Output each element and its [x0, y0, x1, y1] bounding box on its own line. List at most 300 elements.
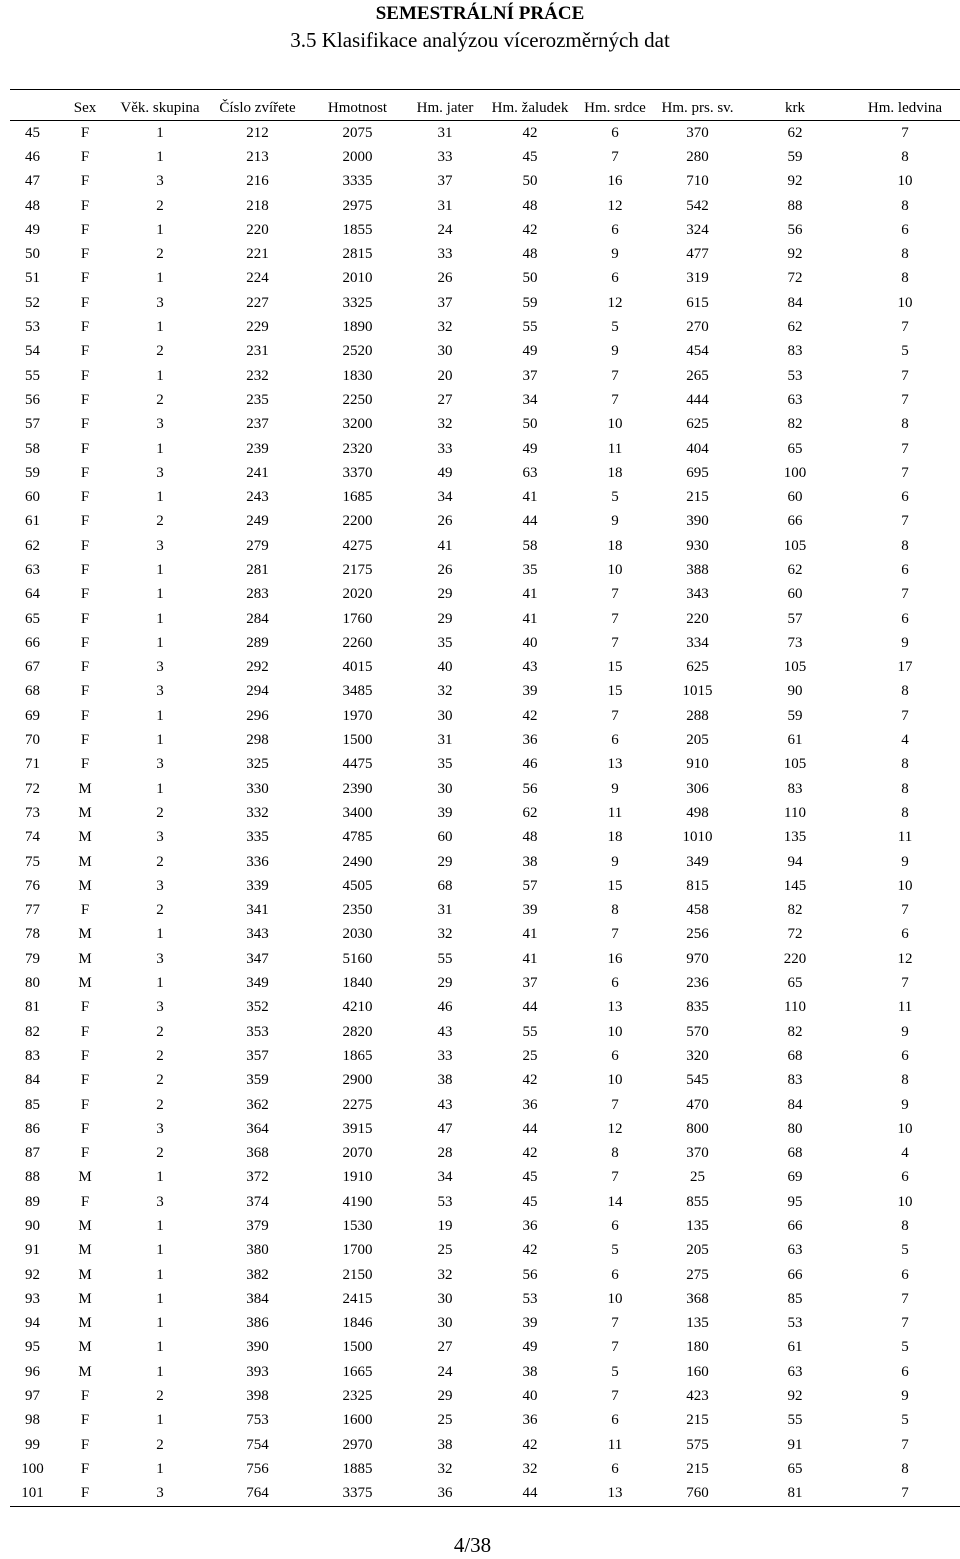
table-cell: 306 — [686, 780, 709, 797]
table-cell: F — [80, 1120, 90, 1137]
table-cell: 368 — [246, 1145, 269, 1162]
table-cell: 7 — [611, 148, 619, 165]
table-cell: 8 — [901, 246, 909, 263]
table-cell: 25 — [690, 1169, 705, 1186]
table-cell: 2075 — [342, 124, 373, 141]
table-cell: 3 — [156, 659, 164, 676]
table-cell: 5 — [901, 1339, 909, 1356]
table-cell: 1 — [156, 586, 164, 603]
table-cell: 29 — [437, 1388, 453, 1405]
table-cell: 2 — [156, 513, 164, 530]
table-cell: 19 — [437, 1218, 453, 1234]
table-cell: 1500 — [342, 732, 373, 749]
page-header — [0, 2, 960, 54]
table-cell: 41 — [522, 950, 538, 967]
table-cell: 3200 — [342, 416, 373, 433]
table-cell: 2325 — [342, 1388, 373, 1405]
table-cell: 6 — [611, 1266, 619, 1283]
table-cell: F — [80, 124, 90, 141]
table-row — [10, 1360, 960, 1384]
table-cell: 68 — [787, 1047, 803, 1064]
table-cell: 800 — [686, 1120, 709, 1137]
table-cell: 92 — [25, 1266, 40, 1283]
table-cell: 2 — [156, 1023, 164, 1040]
table-cell: 13 — [607, 756, 623, 773]
table-cell: 87 — [25, 1145, 40, 1162]
table-row — [10, 1312, 960, 1336]
table-cell: 5160 — [342, 950, 373, 967]
table-row — [10, 583, 960, 607]
table-cell: 4275 — [342, 537, 373, 554]
table-cell: 18 — [607, 829, 623, 846]
table-cell: F — [80, 999, 90, 1016]
table-cell: 330 — [246, 780, 269, 797]
table-cell: 8 — [901, 416, 909, 433]
table-body — [10, 121, 960, 1507]
table-cell: 83 — [25, 1047, 40, 1064]
table-cell: 2415 — [342, 1290, 373, 1307]
table-cell: 180 — [686, 1339, 709, 1356]
table-cell: M — [78, 1218, 92, 1234]
table-cell: 368 — [686, 1290, 709, 1307]
table-cell: 423 — [686, 1388, 709, 1405]
table-row — [10, 656, 960, 680]
table-cell: 95 — [25, 1339, 40, 1356]
table-cell: 85 — [25, 1096, 40, 1113]
table-cell: 7 — [901, 1485, 909, 1502]
document-title: SEMESTRÁLNÍ PRÁCE — [375, 3, 585, 24]
data-table — [10, 96, 960, 1507]
table-cell: 1 — [156, 1242, 164, 1259]
table-cell: 69 — [25, 707, 40, 724]
table-cell: 764 — [246, 1485, 269, 1502]
table-cell: 241 — [246, 464, 269, 481]
table-cell: 6 — [901, 610, 909, 627]
table-cell: 296 — [246, 707, 269, 724]
table-cell: 38 — [437, 1072, 453, 1089]
table-cell: 2275 — [342, 1096, 373, 1113]
table-cell: 56 — [522, 780, 538, 797]
table-cell: 324 — [686, 221, 709, 238]
table-cell: 27 — [437, 391, 453, 408]
table-cell: 105 — [783, 756, 807, 773]
table-cell: 2350 — [342, 902, 373, 919]
table-cell: 9 — [611, 246, 619, 263]
table-cell: 393 — [246, 1363, 269, 1380]
table-cell: 215 — [686, 489, 709, 506]
table-cell: 49 — [522, 343, 538, 360]
table-cell: 1846 — [342, 1315, 373, 1332]
table-cell: 7 — [901, 902, 909, 919]
table-cell: 1855 — [342, 221, 373, 238]
table-cell: 2 — [156, 246, 164, 263]
table-row — [10, 753, 960, 777]
table-cell: 24 — [437, 1363, 453, 1380]
table-cell: 357 — [246, 1047, 269, 1064]
table-cell: 69 — [787, 1169, 803, 1186]
table-cell: 65 — [25, 610, 40, 627]
table-cell: 349 — [246, 975, 269, 992]
table-cell: 40 — [522, 1388, 538, 1405]
table-cell: 9 — [901, 1023, 909, 1040]
table-cell: 2520 — [342, 343, 373, 360]
table-cell: 34 — [522, 391, 538, 408]
table-cell: 56 — [25, 391, 40, 408]
table-cell: M — [78, 780, 92, 797]
table-cell: 28 — [437, 1145, 453, 1162]
table-row — [10, 1287, 960, 1311]
table-row — [10, 874, 960, 898]
table-cell: 8 — [611, 1145, 619, 1162]
table-cell: 232 — [246, 367, 269, 384]
table-cell: 6 — [901, 221, 909, 238]
table-cell: 380 — [246, 1242, 269, 1259]
table-cell: 625 — [686, 416, 709, 433]
table-cell: 1 — [156, 148, 164, 165]
table-cell: 349 — [686, 853, 709, 870]
table-row — [10, 485, 960, 509]
table-cell: 1 — [156, 1169, 164, 1186]
table-cell: 10 — [897, 294, 913, 311]
table-cell: 105 — [783, 659, 807, 676]
table-cell: 82 — [787, 1023, 803, 1040]
table-cell: 1865 — [342, 1047, 373, 1064]
table-cell: 1015 — [682, 683, 713, 700]
table-cell: 4785 — [342, 829, 373, 846]
table-row — [10, 1239, 960, 1263]
column-header — [10, 96, 55, 121]
table-cell: 7 — [611, 1096, 619, 1113]
table-cell: 35 — [437, 634, 453, 651]
table-cell: 218 — [246, 197, 269, 214]
table-cell: 213 — [246, 148, 269, 165]
table-cell: 58 — [25, 440, 40, 457]
table-cell: F — [80, 707, 90, 724]
table-cell: 38 — [522, 853, 538, 870]
table-cell: 1760 — [342, 610, 373, 627]
table-cell: 53 — [25, 319, 40, 336]
table-cell: 3915 — [342, 1120, 373, 1137]
table-cell: F — [80, 732, 90, 749]
table-cell: 36 — [437, 1485, 453, 1502]
table-cell: 34 — [437, 1169, 453, 1186]
table-cell: 27 — [437, 1339, 453, 1356]
table-cell: 3 — [156, 1485, 164, 1502]
table-cell: 6 — [611, 1218, 619, 1234]
table-cell: 1890 — [342, 319, 373, 336]
table-cell: 59 — [787, 707, 803, 724]
table-cell: 83 — [787, 1072, 803, 1089]
table-cell: F — [80, 1193, 90, 1210]
table-cell: 325 — [246, 756, 269, 773]
table-cell: 31 — [437, 902, 453, 919]
table-cell: 42 — [522, 1242, 538, 1259]
table-cell: 81 — [787, 1485, 803, 1502]
table-cell: 760 — [686, 1485, 709, 1502]
table-row — [10, 510, 960, 534]
table-cell: 11 — [607, 1436, 623, 1453]
table-cell: 42 — [522, 707, 538, 724]
table-cell: 33 — [437, 1047, 453, 1064]
table-cell: 43 — [437, 1096, 453, 1113]
table-cell: F — [80, 1047, 90, 1064]
table-cell: 382 — [246, 1266, 269, 1283]
table-cell: 66 — [787, 1266, 803, 1283]
table-cell: M — [78, 829, 92, 846]
table-cell: 2250 — [342, 391, 373, 408]
table-cell: 60 — [437, 829, 453, 846]
table-cell: 8 — [901, 780, 909, 797]
table-cell: 3 — [156, 950, 164, 967]
table-cell: 98 — [25, 1412, 40, 1429]
table-cell: 16 — [607, 173, 623, 190]
table-cell: F — [80, 683, 90, 700]
table-cell: 2070 — [342, 1145, 373, 1162]
table-cell: 6 — [611, 1412, 619, 1429]
table-row — [10, 899, 960, 923]
table-cell: 54 — [25, 343, 40, 360]
table-cell: 221 — [246, 246, 269, 263]
table-cell: 84 — [787, 1096, 803, 1113]
table-cell: 9 — [901, 634, 909, 651]
table-cell: 56 — [522, 1266, 538, 1283]
table-cell: 9 — [611, 343, 619, 360]
table-cell: 477 — [686, 246, 709, 263]
table-cell: 72 — [787, 270, 803, 287]
table-cell: 970 — [686, 950, 709, 967]
table-cell: M — [78, 853, 92, 870]
table-cell: 343 — [246, 926, 269, 943]
table-cell: 390 — [686, 513, 709, 530]
table-header — [10, 96, 960, 121]
table-cell: 5 — [611, 319, 619, 336]
table-cell: 343 — [686, 586, 709, 603]
table-cell: 3335 — [342, 173, 373, 190]
table-cell: 30 — [437, 707, 453, 724]
table-cell: 3325 — [342, 294, 373, 311]
table-row — [10, 558, 960, 582]
table-cell: 4015 — [342, 659, 373, 676]
table-cell: 26 — [437, 270, 453, 287]
table-cell: 73 — [25, 804, 40, 821]
table-cell: 61 — [787, 732, 803, 749]
table-row — [10, 996, 960, 1020]
table-cell: 71 — [25, 756, 40, 773]
table-cell: 55 — [787, 1412, 803, 1429]
table-cell: 3 — [156, 999, 164, 1016]
table-row — [10, 1433, 960, 1457]
table-cell: 32 — [437, 319, 453, 336]
table-cell: 320 — [686, 1047, 709, 1064]
table-cell: 220 — [246, 221, 269, 238]
table-cell: 61 — [787, 1339, 803, 1356]
table-cell: 270 — [686, 319, 709, 336]
table-cell: 82 — [25, 1023, 40, 1040]
table-cell: 7 — [901, 391, 909, 408]
table-row — [10, 315, 960, 339]
table-cell: F — [80, 561, 90, 578]
table-cell: 40 — [522, 634, 538, 651]
table-cell: 29 — [437, 586, 453, 603]
table-cell: 2390 — [342, 780, 373, 797]
table-cell: 332 — [246, 804, 269, 821]
table-cell: 7 — [901, 513, 909, 530]
table-cell: 231 — [246, 343, 269, 360]
table-cell: 70 — [25, 732, 40, 749]
table-cell: F — [80, 634, 90, 651]
table-cell: 10 — [607, 1290, 623, 1307]
table-cell: 52 — [25, 294, 40, 311]
table-cell: 46 — [522, 756, 538, 773]
table-cell: 93 — [25, 1290, 40, 1307]
table-row — [10, 1190, 960, 1214]
table-cell: 97 — [25, 1388, 40, 1405]
table-cell: 16 — [607, 950, 623, 967]
table-cell: 386 — [246, 1315, 269, 1332]
table-cell: 44 — [522, 1120, 538, 1137]
table-cell: 110 — [784, 804, 806, 821]
table-cell: 224 — [246, 270, 269, 287]
table-row — [10, 631, 960, 655]
table-cell: 37 — [437, 294, 453, 311]
table-cell: 2 — [156, 1145, 164, 1162]
table-cell: 216 — [246, 173, 269, 190]
table-cell: 1830 — [342, 367, 373, 384]
table-cell: F — [80, 416, 90, 433]
table-cell: 292 — [246, 659, 269, 676]
table-cell: 62 — [787, 561, 803, 578]
table-cell: 7 — [611, 1169, 619, 1186]
table-cell: 31 — [437, 197, 453, 214]
table-cell: 64 — [25, 586, 40, 603]
table-cell: 1840 — [342, 975, 373, 992]
table-cell: 9 — [611, 853, 619, 870]
table-cell: 1 — [156, 1339, 164, 1356]
table-cell: 458 — [686, 902, 709, 919]
table-cell: 88 — [787, 197, 803, 214]
table-cell: 57 — [787, 610, 803, 627]
table-row — [10, 1020, 960, 1044]
table-cell: 835 — [686, 999, 709, 1016]
table-cell: 41 — [437, 537, 453, 554]
table-cell: 10 — [897, 877, 913, 894]
table-cell: F — [80, 489, 90, 506]
table-cell: 7 — [611, 367, 619, 384]
table-cell: 1 — [156, 975, 164, 992]
table-cell: 12 — [607, 294, 623, 311]
table-cell: 9 — [901, 1388, 909, 1405]
table-row — [10, 971, 960, 995]
table-cell: 63 — [787, 1242, 803, 1259]
table-cell: 57 — [25, 416, 40, 433]
table-cell: 8 — [901, 1072, 909, 1089]
table-row — [10, 680, 960, 704]
table-header-row — [10, 96, 960, 121]
table-cell: 1 — [156, 440, 164, 457]
table-cell: 91 — [25, 1242, 40, 1259]
table-cell: 24 — [437, 221, 453, 238]
table-cell: 710 — [686, 173, 709, 190]
table-cell: 1 — [156, 732, 164, 749]
table-cell: 930 — [686, 537, 709, 554]
table-cell: 55 — [25, 367, 40, 384]
table-cell: 82 — [787, 902, 803, 919]
table-cell: F — [80, 1096, 90, 1113]
table-cell: 53 — [522, 1290, 538, 1307]
table-cell: 44 — [522, 513, 538, 530]
table-cell: M — [78, 1242, 92, 1259]
table-cell: 94 — [787, 853, 803, 870]
table-cell: 5 — [901, 1242, 909, 1259]
table-cell: 1 — [156, 780, 164, 797]
table-cell: 7 — [611, 586, 619, 603]
table-cell: 13 — [607, 1485, 623, 1502]
table-cell: 36 — [522, 1096, 538, 1113]
table-cell: 53 — [787, 1315, 803, 1332]
table-cell: 3 — [156, 877, 164, 894]
table-cell: 1 — [156, 1460, 164, 1477]
table-cell: F — [80, 391, 90, 408]
table-row — [10, 170, 960, 194]
table-cell: 18 — [607, 537, 623, 554]
table-cell: 1 — [156, 1315, 164, 1332]
table-cell: 8 — [901, 537, 909, 554]
table-cell: 398 — [246, 1388, 269, 1405]
table-cell: M — [78, 1266, 92, 1283]
table-cell: 105 — [783, 537, 807, 554]
table-cell: M — [78, 1339, 92, 1356]
table-cell: 41 — [522, 610, 538, 627]
table-cell: 65 — [787, 975, 803, 992]
table-cell: 5 — [611, 489, 619, 506]
table-cell: 32 — [522, 1460, 538, 1477]
table-cell: 43 — [522, 659, 538, 676]
table-cell: 5 — [611, 1363, 619, 1380]
table-row — [10, 728, 960, 752]
table-cell: 91 — [787, 1436, 803, 1453]
table-cell: 1910 — [342, 1169, 373, 1186]
table-cell: 1970 — [342, 707, 373, 724]
table-cell: 334 — [686, 634, 709, 651]
table-cell: 1665 — [342, 1363, 373, 1380]
table-cell: 36 — [522, 1412, 538, 1429]
table-cell: 2900 — [342, 1072, 373, 1089]
table-cell: 2820 — [342, 1023, 373, 1040]
table-cell: 47 — [437, 1120, 453, 1137]
table-cell: 50 — [522, 416, 538, 433]
table-cell: 63 — [25, 561, 40, 578]
table-cell: 30 — [437, 1315, 453, 1332]
table-cell: F — [80, 1145, 90, 1162]
table-cell: 7 — [901, 586, 909, 603]
table-cell: 6 — [901, 1047, 909, 1064]
column-header: krk — [785, 99, 805, 116]
table-cell: 42 — [522, 124, 538, 141]
table-cell: 294 — [246, 683, 269, 700]
table-cell: 15 — [607, 877, 623, 894]
table-cell: 76 — [25, 877, 40, 894]
table-row — [10, 461, 960, 485]
column-header: Věk. skupina — [120, 99, 200, 116]
table-cell: 135 — [783, 829, 807, 846]
table-cell: M — [78, 804, 92, 821]
table-row — [10, 1117, 960, 1141]
table-cell: F — [80, 464, 90, 481]
table-cell: 298 — [246, 732, 269, 749]
table-cell: 2175 — [342, 561, 373, 578]
table-cell: 6 — [611, 270, 619, 287]
table-row — [10, 340, 960, 364]
